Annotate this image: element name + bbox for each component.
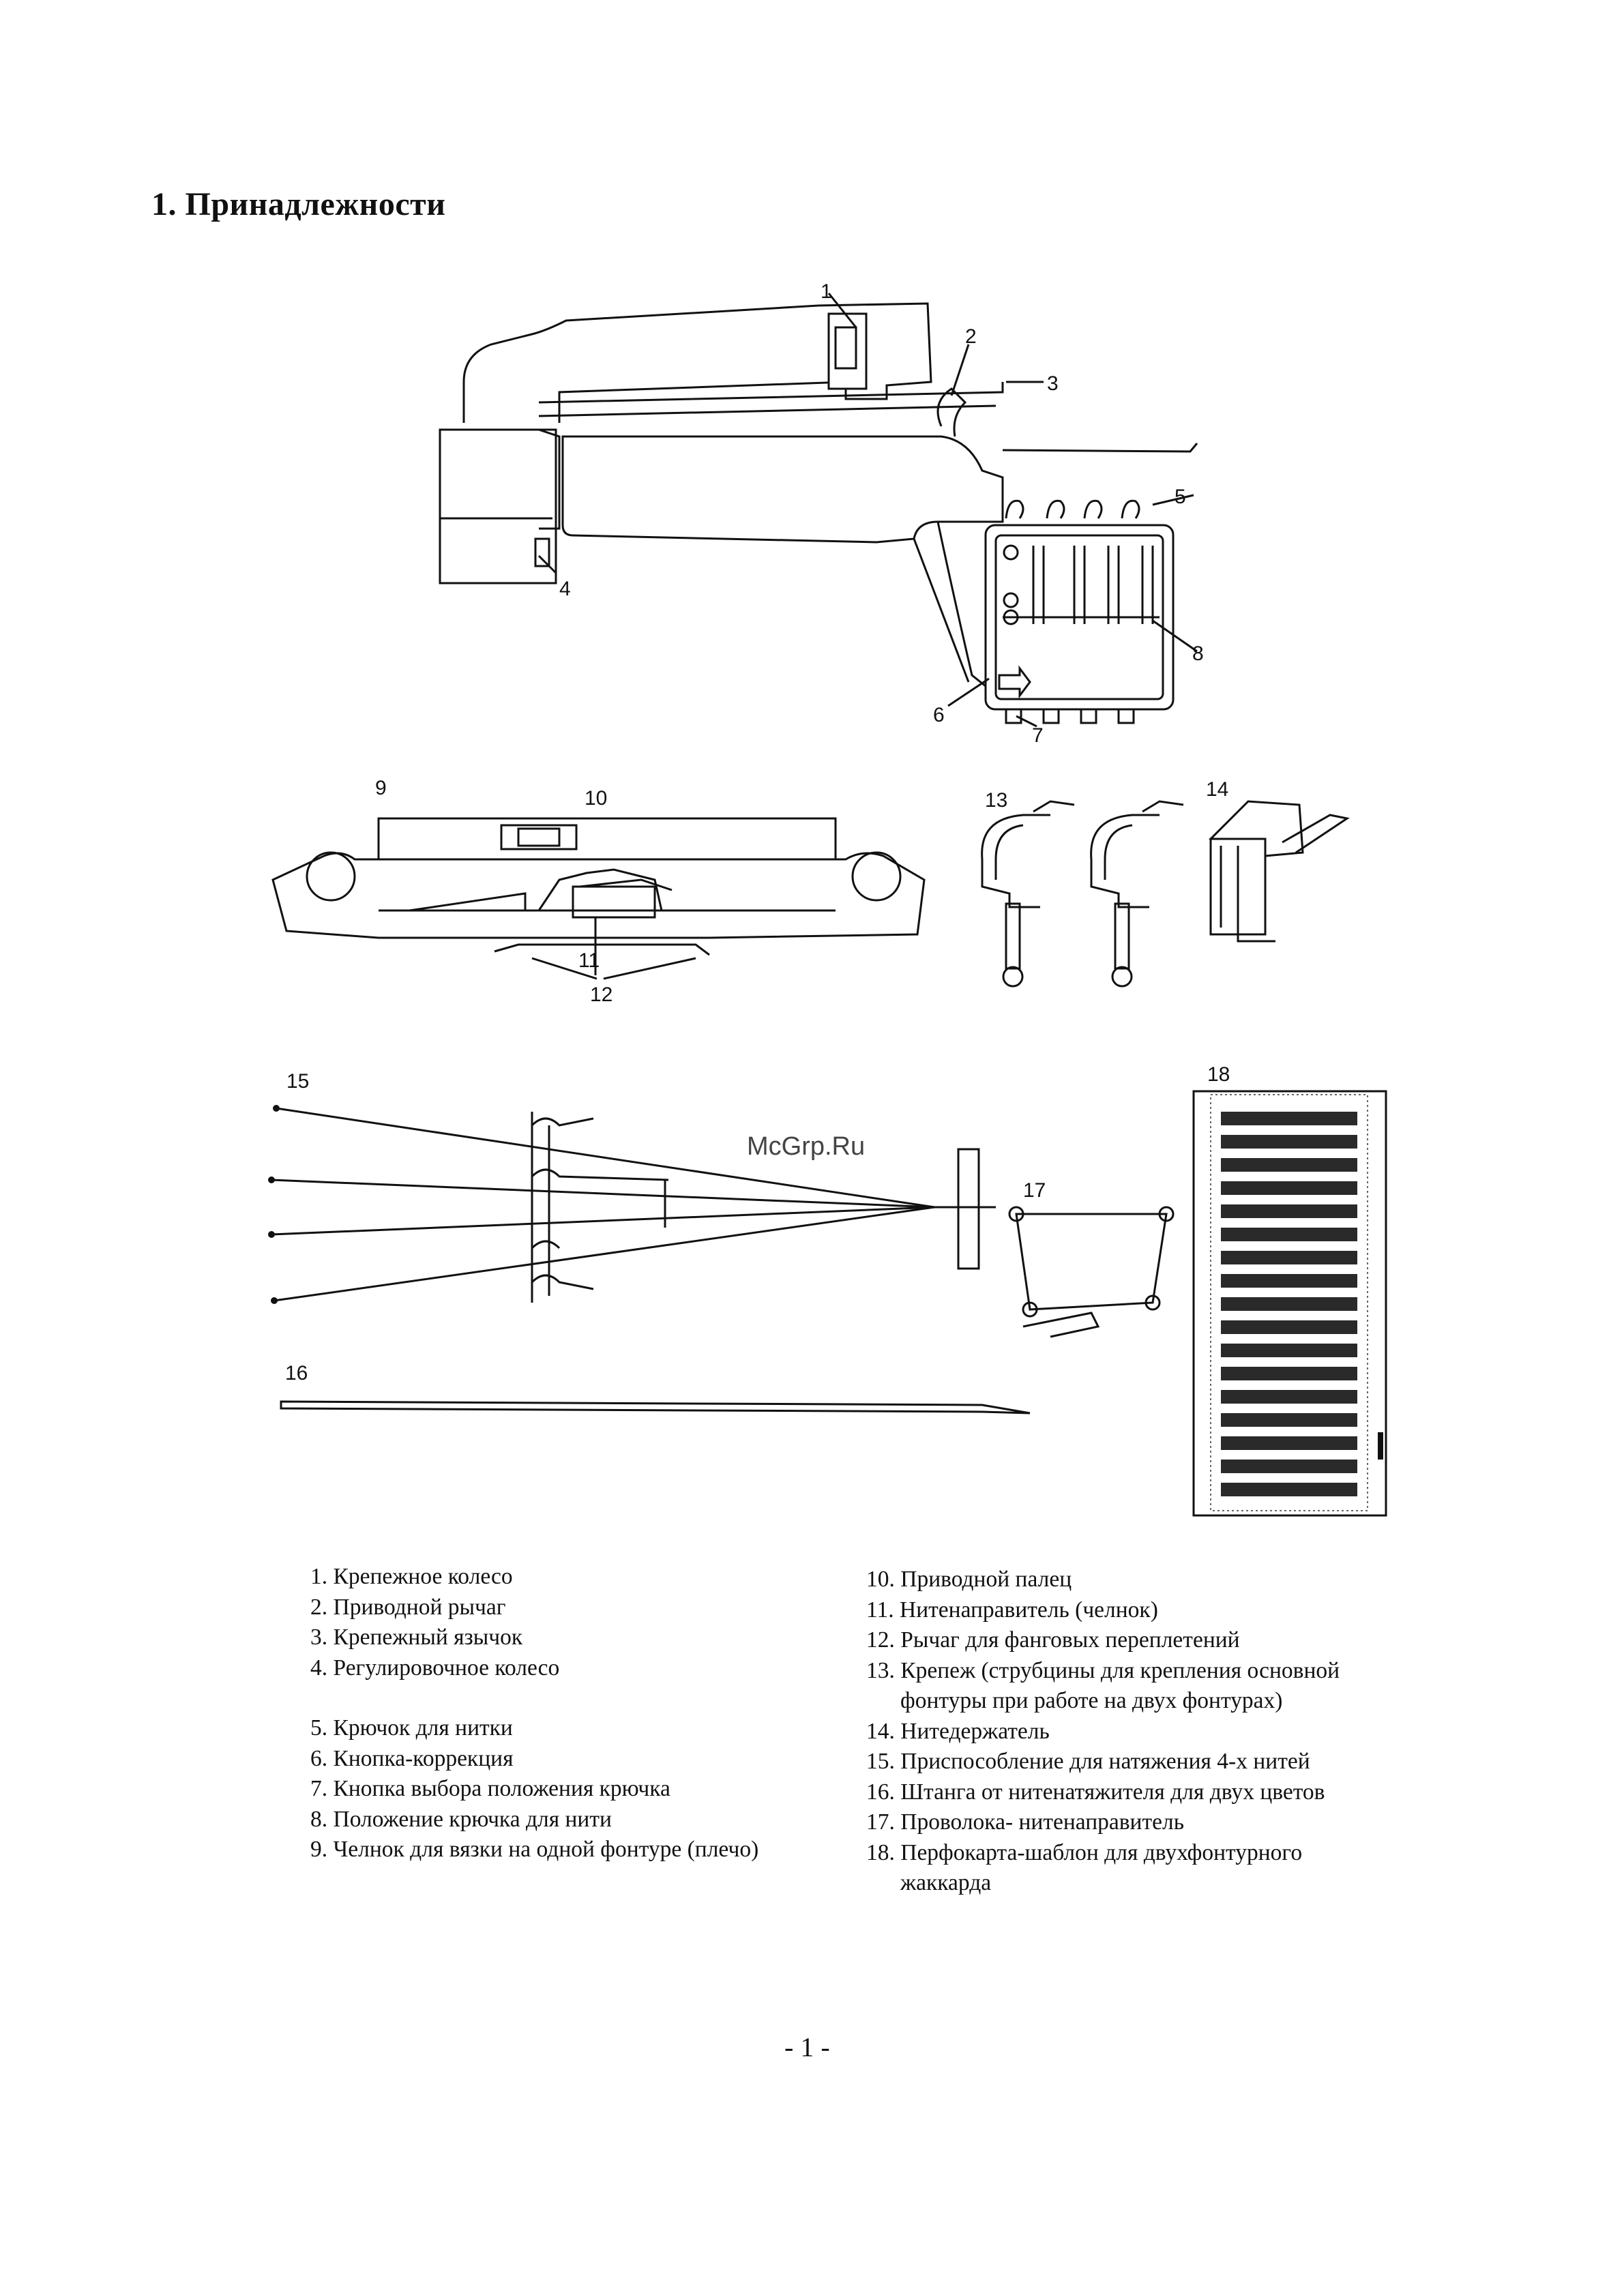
legend-item: 7. Кнопка выбора положения крючка — [310, 1776, 670, 1801]
legend-item: 18. Перфокарта-шаблон для двухфонтурного — [866, 1839, 1303, 1865]
callout-2: 2 — [965, 325, 977, 348]
legend-item: 17. Проволока- нитенаправитель — [866, 1809, 1184, 1835]
callout-12: 12 — [590, 983, 613, 1006]
page-title: 1. Принадлежности — [151, 186, 446, 222]
punch-card-stripe — [1221, 1367, 1357, 1380]
legend-item: 16. Штанга от нитенатяжителя для двух цветов — [866, 1779, 1325, 1805]
callout-5: 5 — [1175, 486, 1186, 508]
yarn-holder-drawing — [1206, 778, 1347, 941]
fixing-wheel — [829, 314, 866, 389]
punch-card-drawing — [1194, 1063, 1386, 1515]
legend-item: 9. Челнок для вязки на одной фонтуре (плечо) — [310, 1837, 759, 1862]
legend-spacer — [310, 1683, 758, 1713]
legend-item: 5. Крючок для нитки — [310, 1715, 513, 1741]
callout-3: 3 — [1047, 372, 1059, 395]
punch-card-stripe — [1221, 1228, 1357, 1241]
page-number: - 1 - — [784, 2032, 830, 2062]
tension-disc — [958, 1149, 979, 1269]
punch-card-stripe — [1221, 1274, 1357, 1288]
punch-card-stripe — [1221, 1112, 1357, 1125]
callout-4: 4 — [559, 578, 571, 600]
legend-item-continuation: жаккарда — [900, 1870, 992, 1895]
carriage-drawing — [273, 777, 924, 1006]
callout-9: 9 — [375, 777, 387, 799]
punch-card-stripe — [1221, 1204, 1357, 1218]
punch-card-stripe — [1221, 1320, 1357, 1334]
legend-item: 8. Положение крючка для нити — [310, 1806, 612, 1832]
punch-card-stripe — [1221, 1483, 1357, 1496]
callout-7: 7 — [1032, 724, 1044, 747]
callout-10: 10 — [585, 787, 608, 810]
legend-item-continuation: фонтуры при работе на двух фонтурах) — [900, 1688, 1283, 1713]
punch-card-stripe — [1221, 1251, 1357, 1264]
punch-card-stripe — [1221, 1297, 1357, 1311]
punch-card-stripe — [1221, 1158, 1357, 1172]
watermark: McGrp.Ru — [747, 1132, 866, 1161]
guide-wire-drawing — [1009, 1179, 1173, 1337]
punch-card-stripe — [1221, 1436, 1357, 1450]
rod-drawing — [281, 1362, 1030, 1413]
punch-card-stripe — [1221, 1135, 1357, 1149]
legend-item: 10. Приводной палец — [866, 1567, 1072, 1592]
legend-item: 2. Приводной рычаг — [310, 1594, 506, 1620]
callout-13: 13 — [985, 789, 1008, 812]
callout-17: 17 — [1023, 1179, 1046, 1202]
legend-item: 13. Крепеж (струбцины для крепления основной — [866, 1657, 1340, 1683]
callout-18: 18 — [1207, 1063, 1230, 1086]
callout-6: 6 — [933, 704, 945, 726]
legend-item: 6. Кнопка-коррекция — [310, 1745, 514, 1771]
legend-item: 12. Рычаг для фанговых переплетений — [866, 1627, 1240, 1653]
legend-item: 4. Регулировочное колесо — [310, 1655, 560, 1680]
callout-8: 8 — [1192, 642, 1204, 665]
legend-right — [866, 1565, 1340, 1899]
callout-1: 1 — [821, 280, 832, 303]
callout-14: 14 — [1206, 778, 1229, 801]
legend-item: 11. Нитенаправитель (челнок) — [866, 1597, 1158, 1623]
punch-card-stripe — [1221, 1344, 1357, 1357]
punch-card-stripe — [1221, 1390, 1357, 1404]
color-changer-drawing — [440, 280, 1204, 747]
legend-item: 14. Нитедержатель — [866, 1718, 1050, 1744]
legend-item: 1. Крепежное колесо — [310, 1564, 513, 1589]
callout-11: 11 — [578, 949, 600, 972]
clamps-drawing — [982, 789, 1183, 986]
legend-item: 3. Крепежный язычок — [310, 1625, 523, 1650]
callout-15: 15 — [286, 1070, 310, 1093]
callout-16: 16 — [285, 1362, 308, 1385]
legend-left — [310, 1562, 758, 1865]
tension-device-drawing — [268, 1070, 996, 1304]
legend-item: 15. Приспособление для натяжения 4-х нитей — [866, 1749, 1310, 1774]
punch-card-stripe — [1221, 1413, 1357, 1427]
punch-card-stripe — [1221, 1181, 1357, 1195]
adjusting-wheel — [535, 539, 549, 566]
punch-card-stripe — [1221, 1460, 1357, 1473]
